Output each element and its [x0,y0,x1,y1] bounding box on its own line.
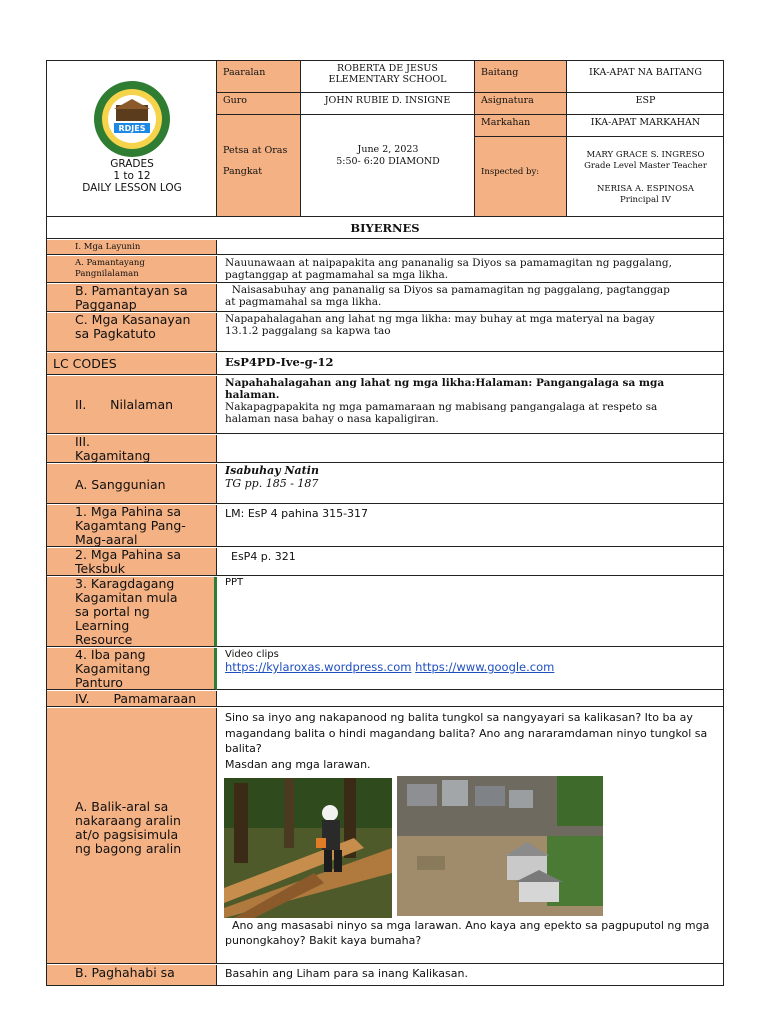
sanggunian-value-cell [217,464,723,504]
pamantayang-label-cell [47,256,217,283]
school-value: ROBERTA DE JESUS ELEMENTARY SCHOOL [328,63,447,85]
karagdagang-label-cell [47,577,217,647]
time-value: 5:50- 6:20 DIAMOND [336,156,440,167]
paghahabi-label-cell [47,965,217,985]
balik-label-cell [47,708,217,964]
date-value: June 2, 2023 [357,144,419,155]
date-label-cell [217,115,301,216]
teksbuk-label: 2. Mga Pahina sa Teksbuk [75,547,182,576]
day-heading: BIYERNES [350,221,420,235]
grade-value: IKA-APAT NA BAITANG [589,67,702,78]
inspected-label: Inspected by: [481,167,540,177]
inspected-label-cell [475,137,567,216]
pahina-value-cell [217,505,723,547]
date-value-cell [301,115,475,216]
sanggunian-value-1: Isabuhay Natin [225,464,319,477]
pahina-value: LM: EsP 4 pahina 315-317 [225,507,369,520]
kasanayan-value-cell [217,313,723,352]
subject-value: ESP [635,95,656,106]
pamantayang-value: Nauunawaan at naipapakita ang pananalig sa Diyos sa pamamagitan ng paggalang, pagtanggap at pagmamahal sa mga likha. [225,257,672,281]
pamamaraan-value-cell [217,691,723,707]
pagganap-value: Naisasabuhay ang pananalig sa Diyos sa pamamagitan ng paggalang, pagtanggap at pagmamahal sa mga likha. [225,284,674,308]
teacher-label: Guro [223,95,247,106]
sanggunian-value-2: TG pp. 185 - 187 [225,477,319,490]
svg-text:RDJES: RDJES [118,124,146,133]
kasanayan-value-1: Napapahalagahan ang lahat ng mga likha: may buhay at mga materyal na bagay [225,313,655,325]
kasanayan-label-cell [47,313,217,352]
paghahabi-label: B. Paghahabi sa [75,965,175,980]
karagdagang-value: PPT [225,577,244,588]
subject-label: Asignatura [481,95,534,106]
nilalaman-value: Nakapagpapakita ng mga pamamaraan ng mabisang pangangalaga at respeto sa halaman nasa bahay o nasa kapaligiran. [225,401,658,425]
iba-value: Video clips [225,649,279,660]
sanggunian-label-cell [47,464,217,504]
inspector2-title: Principal IV [620,195,671,205]
lc-label-cell [47,353,217,375]
inspector1-title: Grade Level Master Teacher [584,161,707,171]
balik-question: Sino sa inyo ang nakapanood ng balita tungkol sa nangyayari sa kalikasan? Ito ba ay magandang balita o hindi magandang balita? Ano ang nararamdaman ninyo tungkol sa balita? [225,711,708,755]
kasanayan-value-2: 13.1.2 paggalang sa kapwa tao [225,325,391,337]
quarter-value-cell [567,115,724,137]
layunin-label-cell [47,240,217,255]
subject-value-cell [567,93,724,115]
iba-value-cell [217,648,723,690]
logging-photo [224,778,392,918]
school-label-cell [217,61,301,93]
teksbuk-label-cell [47,548,217,576]
date-label: Petsa at Oras [223,145,288,156]
pahina-label: 1. Mga Pahina sa Kagamtang Pang-Mag-aaral [75,504,186,547]
nilalaman-value-cell [217,376,723,434]
link-google[interactable]: https://www.google.com [415,660,555,674]
link-kylaroxas[interactable]: https://kylaroxas.wordpress.com [225,660,412,674]
nilalaman-label: II. Nilalaman [75,397,174,412]
logo-cell [47,61,217,216]
layunin-label: I. Mga Layunin [75,242,141,252]
section-label: Pangkat [223,166,263,177]
teksbuk-value-cell [217,548,723,576]
pagganap-value-cell [217,284,723,312]
inspector2-name: NERISA A. ESPINOSA [596,184,695,194]
paghahabi-value-cell [217,965,723,985]
lc-label: LC CODES [53,356,117,371]
quarter-value: IKA-APAT MARKAHAN [590,117,701,128]
balik-value-cell [217,708,723,964]
kagamitan-label-cell [47,435,217,463]
teacher-label-cell [217,93,301,115]
flood-photo [397,776,603,916]
pamamaraan-label: IV. Pamamaraan [75,691,197,706]
school-logo [92,79,172,159]
quarter-label-cell [475,115,567,137]
balik-instruction: Masdan ang mga larawan. [225,757,371,771]
kagamitan-label: III. Kagamitang [75,434,151,463]
pamantayang-label: A. Pamantayang Pangnilalaman [75,258,145,279]
grades-title: GRADES [110,158,154,170]
lc-value: EsP4PD-Ive-g-12 [225,355,334,369]
iba-label: 4. Iba pang Kagamitang Panturo [75,647,151,690]
inspector1-name: MARY GRACE S. INGRESO [586,150,705,160]
nilalaman-label-cell [47,376,217,434]
pagganap-label: B. Pamantayan sa Pagganap [75,283,188,312]
school-label: Paaralan [223,67,266,78]
pagganap-label-cell [47,284,217,312]
karagdagang-value-cell [217,577,723,647]
daily-lesson-log-title: DAILY LESSON LOG [82,182,182,194]
sanggunian-label: A. Sanggunian [75,477,166,492]
teacher-value: JOHN RUBIE D. INSIGNE [324,95,451,106]
kasanayan-label: C. Mga Kasanayan sa Pagkatuto [75,312,191,341]
nilalaman-bold: Napahahalagahan ang lahat ng mga likha:Halaman: Pangangalaga sa mga halaman. [225,377,665,401]
karagdagang-label: 3. Karagdagang Kagamitan mula sa portal ng Learning Resource [75,576,178,647]
kagamitan-value-cell [217,435,723,463]
grade-label: Baitang [481,67,519,78]
lc-value-cell [217,353,723,375]
day-row [47,217,723,239]
paghahabi-value: Basahin ang Liham para sa inang Kalikasan. [225,967,468,980]
quarter-label: Markahan [481,117,531,128]
grade-label-cell [475,61,567,93]
inspector-cell [567,137,724,216]
grade-value-cell [567,61,724,93]
pamantayang-value-cell [217,256,723,283]
layunin-value-cell [217,240,723,255]
pahina-label-cell [47,505,217,547]
balik-followup: Ano ang masasabi ninyo sa mga larawan. Ano kaya ang epekto sa pagpuputol ng mga punongkahoy? Bakit kaya bumaha? [225,919,713,947]
balik-label: A. Balik-aral sa nakaraang aralin at/o pagsisimula ng bagong aralin [75,799,182,856]
grades-range: 1 to 12 [113,170,151,182]
iba-label-cell [47,648,217,690]
subject-label-cell [475,93,567,115]
teksbuk-value: EsP4 p. 321 [231,550,296,563]
pamamaraan-label-cell [47,691,217,707]
school-value-cell [301,61,475,93]
teacher-value-cell [301,93,475,115]
